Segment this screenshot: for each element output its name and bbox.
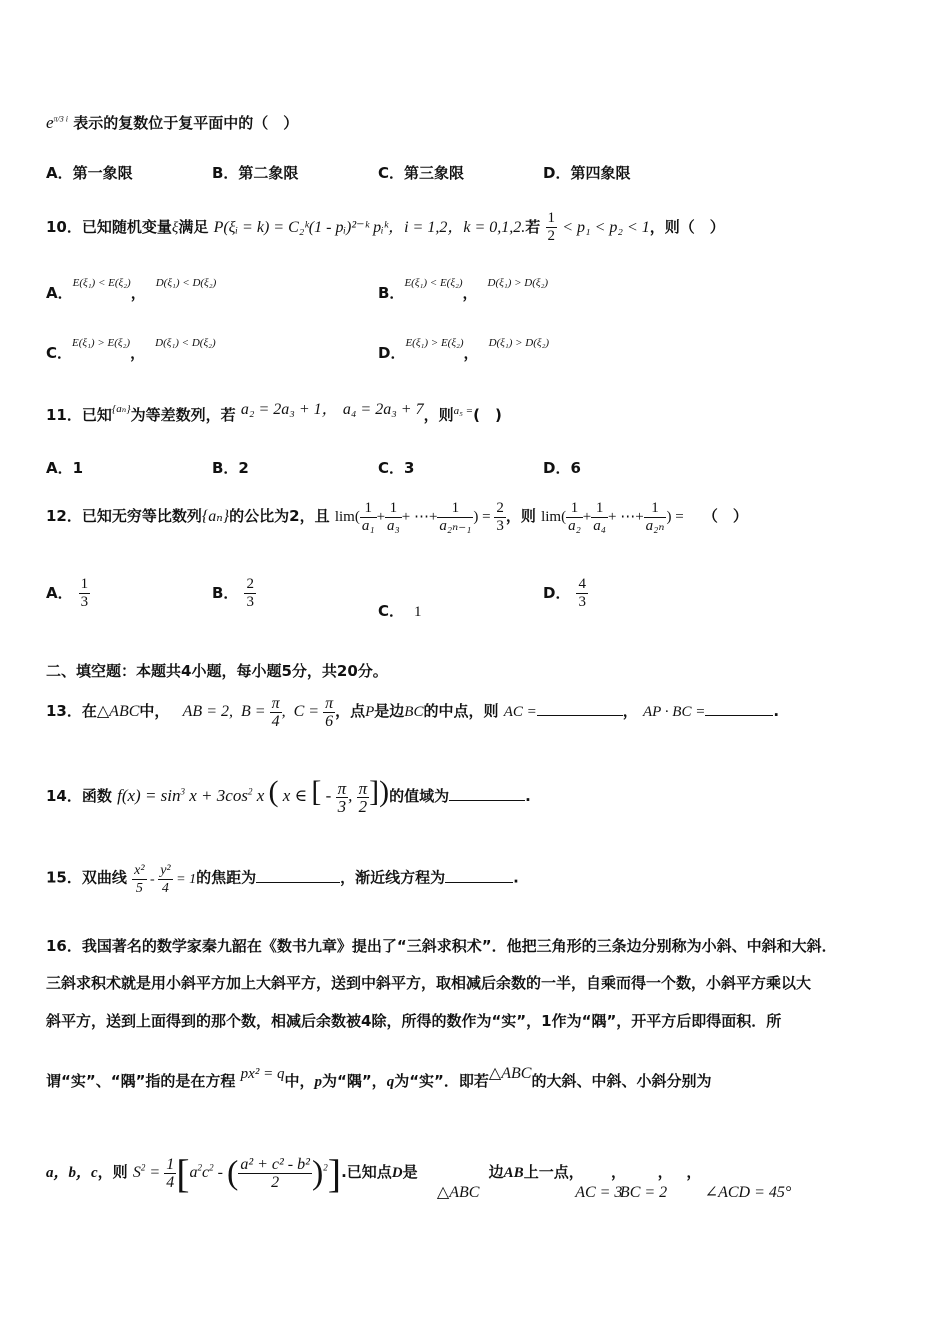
q14-blank[interactable] [449,786,525,801]
q12-limit-1: lim( $\frac{1}{\text{a₁}}$ + $\frac{1}{\text{a₃}}$ + ⋯+ $\frac{1}{\text{a₂ₙ₋₁}}$ ) = $\frac{2}{3}$ [334,500,504,534]
q12-option-b: B． $\frac{2}{3}$ [212,576,254,610]
q11-condition-1: a₂ = 2a₃ + 1， [240,401,338,418]
q12-sequence: {aₙ} [201,507,230,525]
q16-line-3: 斜平方，送到上面得到的那个数，相减后余数被4除，所得的数作为“实”，1作为“隅”，开平方后即得面积．所 [46,1012,782,1030]
q10-xi: ξ [171,220,179,236]
q13-ac: AC = [503,704,537,721]
q9-expr: $e^{\pi/3 i}$ [46,113,68,132]
q11-option-d: D．6 [543,459,581,477]
q10-then: ，则（ ） [649,218,725,236]
q12-option-c: C． 1 [378,602,422,620]
q9-option-d: D．第四象限 [543,164,631,182]
q15-equation: $\frac{\text{x²}}{5}$ - $\frac{\text{y²}}{4}$ = 1 [134,863,197,896]
q15-line: 15．双曲线 $\frac{\text{x²}}{5}$ - $\frac{\text{y²}}{4}$ = 1的焦距为 ，渐近线方程为 . [46,863,519,896]
q10-option-d: D．$^{E(\xi_1) > E(\xi_2)}$，$^{D(\xi_1) > D(\xi_2)}$ [378,337,550,362]
section-2-heading: 二、填空题：本题共4小题，每小题5分，共20分。 [46,662,388,680]
q9-option-a: A．第一象限 [46,164,133,182]
q10-option-a: A．$^{E(\xi_1) < E(\xi_2)}$，$^{D(\xi_1) < D(\xi_2)}$ [46,277,217,302]
q15-blank-2[interactable] [445,868,513,883]
q15-blank-1[interactable] [256,868,340,883]
q10-if: 若 [525,218,541,236]
q9-option-c: C．第三象限 [378,164,465,182]
q10-option-c: C．$^{E(\xi_1) > E(\xi_2)}$，$^{D(\xi_1) < D(\xi_2)}$ [46,337,216,362]
q9-option-b: B．第二象限 [212,164,299,182]
q16-line-1: 16．我国著名的数学家秦九韶在《数书九章》提出了“三斜求积术”．他把三角形的三条边分别称为小斜、中斜和大斜． [46,937,837,955]
q10-line [46,210,725,245]
q16-equation: px² = q [240,1066,285,1082]
q9-line [46,112,298,133]
q13-dot-product: AP · BC = [643,704,706,721]
q9-stem: 表示的复数位于复平面中的（ ） [73,114,299,132]
q10-half: $\frac{1}{2}$ [547,210,555,244]
q10-satisfy: 满足 [178,218,209,236]
q16-formula: $S^2$ = $\frac{1}{4}$ [$a^2c^2$ - ( $\frac{\text{a² + c² - b²}}{2}$ )$^2$] [132,1151,342,1196]
q13-blank-2[interactable] [705,701,773,716]
q16-line-2: 三斜求积术就是用小斜平方加上大斜平方，送到中斜平方，取相减后余数的一半，自乘而得一个数，小斜平方乘以大 [46,974,812,992]
q12-line: 12．已知无穷等比数列{aₙ}的公比为2，且 lim( $\frac{1}{\text{a₁}}$ + $\frac{1}{\text{a₃}}$ + ⋯+ $\frac{1}{\text{a₂ₙ₋₁}}$ ) = $\frac{2}{3}$ ，则 lim( $\frac{1}{\text{a₂}}$ + $\frac{1}{\text{a₄}}$ + ⋯+ $\frac{1}{\text{a₂ₙ}}$ ) = （ ） [46,500,748,534]
q11-option-b: B．2 [212,459,249,477]
q11-condition-2: a₄ = 2a₃ + 7 [342,401,424,418]
q14-line: 14．函数 $f(x) = \sin^3 x + 3\cos^2$ x ( x ∈ [ - $\frac{\pi}{3}$ , $\frac{\pi}{2}$ ])的值域为 . [46,775,531,816]
q16-line-4: 谓“实”、“隅”指的是在方程 px² = q中，p为“隅”，q为“实”．即若△ABC的大斜、中斜、小斜分别为 [46,1065,712,1090]
q14-function: $f(x) = \sin^3 x + 3\cos^2$ x ( x ∈ [ - $\frac{\pi}{3}$ , $\frac{\pi}{2}$ ]) [117,775,390,816]
q11-target: a₅ = [453,405,474,417]
q10-number: 10．已知随机变量 [46,218,172,236]
q10-formula: P(ξᵢ = k) = C₂ᵏ(1 - pᵢ)²⁻ᵏ pᵢᵏ，i = 1,2，k = 0,1,2. [213,219,526,236]
q11-line: 11．已知$^{\{a_n\}}$为等差数列，若 a₂ = 2a₃ + 1， a₄ = 2a₃ + 7，则$^{a_5 =}$( ) [46,401,502,424]
q11-option-a: A．1 [46,459,84,477]
q13-blank-1[interactable] [537,701,623,716]
q16-ac: AC = 3 [575,1184,623,1202]
q11-option-c: C．3 [378,459,415,477]
q16-angle-acd: ∠ACD = 45° [704,1184,792,1202]
q10-condition: < p₁ < p₂ < 1 [562,219,650,236]
q12-limit-2: lim( $\frac{1}{\text{a₂}}$ + $\frac{1}{\text{a₄}}$ + ⋯+ $\frac{1}{\text{a₂ₙ}}$ ) = [541,500,684,534]
q13-given: AB = 2, B = $\frac{\pi}{4}$ , C = $\frac{\pi}{6}$ [182,695,334,730]
q16-bc: BC = 2 [619,1184,668,1202]
q13-line: 13．在△ABC中， AB = 2, B = $\frac{\pi}{4}$ , C = $\frac{\pi}{6}$ ，点P是边BC的中点，则 AC = ， AP · BC = . [46,695,780,730]
q10-option-b: B．$^{E(\xi_1) < E(\xi_2)}$，$^{D(\xi_1) > D(\xi_2)}$ [378,277,549,302]
q16-line-5: a，b，c，则 $S^2$ = $\frac{1}{4}$ [$a^2c^2$ - ( $\frac{\text{a² + c² - b²}}{2}$ )$^2$].已知点D是 △ABC 边AB上一点， ， AC = 3 ， BC = 2 ， ∠ACD = 45° [46,1151,792,1202]
q12-option-d: D． $\frac{4}{3}$ [543,576,586,610]
q11-sequence: {aₙ} [111,403,131,415]
q12-option-a: A． $\frac{1}{3}$ [46,576,89,610]
